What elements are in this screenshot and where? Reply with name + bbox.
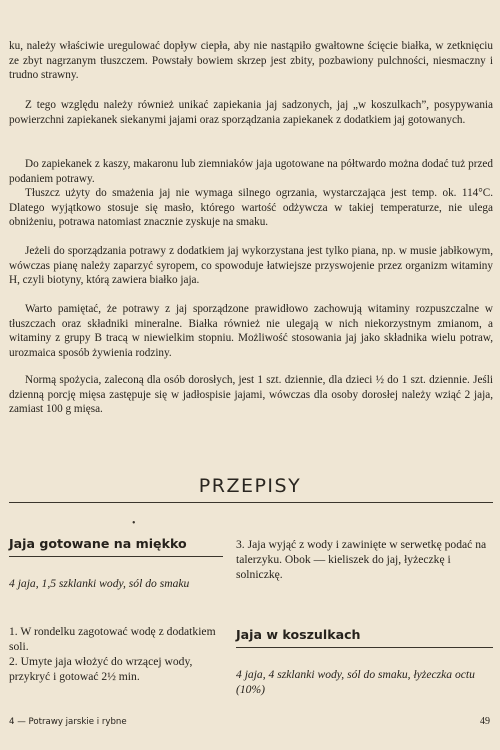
bullet-dot: • — [132, 518, 136, 529]
body-paragraph: ku, należy właściwie uregulować dopływ ciepła, aby nie nastąpiło gwałtowne ścięcie białka, w zetknięciu ze zbyt nagrzanym tłuszczem. Powstały bowiem skrzep jest zbity, pozbawiony pulchności, niesmaczny i trudno strawny. — [9, 40, 493, 82]
recipe-ingredients: 4 jaja, 1,5 szklanki wody, sól do smaku — [9, 577, 190, 590]
body-paragraph: Tłuszcz użyty do smażenia jaj nie wymaga silnego ogrzania, wystarczająca jest temp. ok. 114°C. Dlatego wyjątkowo stosuje się masło, którego wartość odżywcza w takiej temperaturze, nie ulega obniżeniu, potrawa natomiast znacznie zyskuje na smaku. — [9, 187, 493, 229]
footer-chapter: 4 — Potrawy jarskie i rybne — [9, 717, 127, 727]
body-paragraph: Normą spożycia, zaleconą dla osób dorosłych, jest 1 szt. dziennie, dla dzieci ½ do 1 szt. dziennie. Jeśli dzienną porcję mięsa zastępuje się w jadłospisie jajami, wówczas dla osoby dorosłej należy wziąć 2 jaja, zamiast 100 g mięsa. — [9, 374, 493, 416]
recipe-title-block — [236, 627, 493, 648]
section-divider — [9, 502, 493, 503]
recipe-ingredients: 4 jaja, 4 szklanki wody, sól do smaku, łyżeczka octu (10%) — [236, 668, 475, 696]
body-paragraph: Z tego względu należy również unikać zapiekania jaj sadzonych, jaj „w koszulkach”, posypywania powierzchni zapiekanek siekanymi jajami oraz sporządzania zapiekanek z dodatkiem jaj gotowanych. — [9, 99, 493, 126]
recipe-step: 1. W rondelku zagotować wodę z dodatkiem soli. — [9, 625, 216, 653]
body-paragraph: Do zapiekanek z kaszy, makaronu lub ziemniaków jaja ugotowane na półtwardo można dodać tuż przed podaniem potrawy. — [9, 158, 493, 185]
body-paragraph: Jeżeli do sporządzania potrawy z dodatkiem jaj wykorzystana jest tylko piana, np. w musie jabłkowym, wówczas pianę należy zaparzyć syropem, co spowoduje łatwiejsze przyswojenie przez organizm witaminy H, czyli biotyny, którą zawiera białko jaja. — [9, 245, 493, 287]
recipe-step: 2. Umyte jaja włożyć do wrzącej wody, przykryć i gotować 2½ min. — [9, 655, 193, 683]
recipe-title-rule — [9, 556, 223, 557]
recipe-title: Jaja w koszulkach — [236, 627, 361, 642]
recipe-title: Jaja gotowane na miękko — [9, 536, 187, 551]
recipe-title-block — [9, 536, 223, 557]
recipe-step: 3. Jaja wyjąć z wody i zawinięte w serwetkę podać na talerzyku. Obok — kieliszek do jaj, łyżeczkę i solniczkę. — [236, 538, 487, 581]
recipe-title-rule — [236, 647, 493, 648]
page-number: 49 — [480, 716, 490, 727]
body-paragraph: Warto pamiętać, że potrawy z jaj sporządzone prawidłowo zachowują witaminy rozpuszczalne w tłuszczach oraz składniki mineralne. Białka również nie ulegają w nich niekorzystnym zmianom, a witaminy z grupy B tracą w niewielkim stopniu. Możliwość stosowania jaj jako składnika wielu potraw, urozmaica sposób żywienia rodziny. — [9, 303, 493, 359]
section-title: PRZEPISY — [198, 475, 302, 497]
